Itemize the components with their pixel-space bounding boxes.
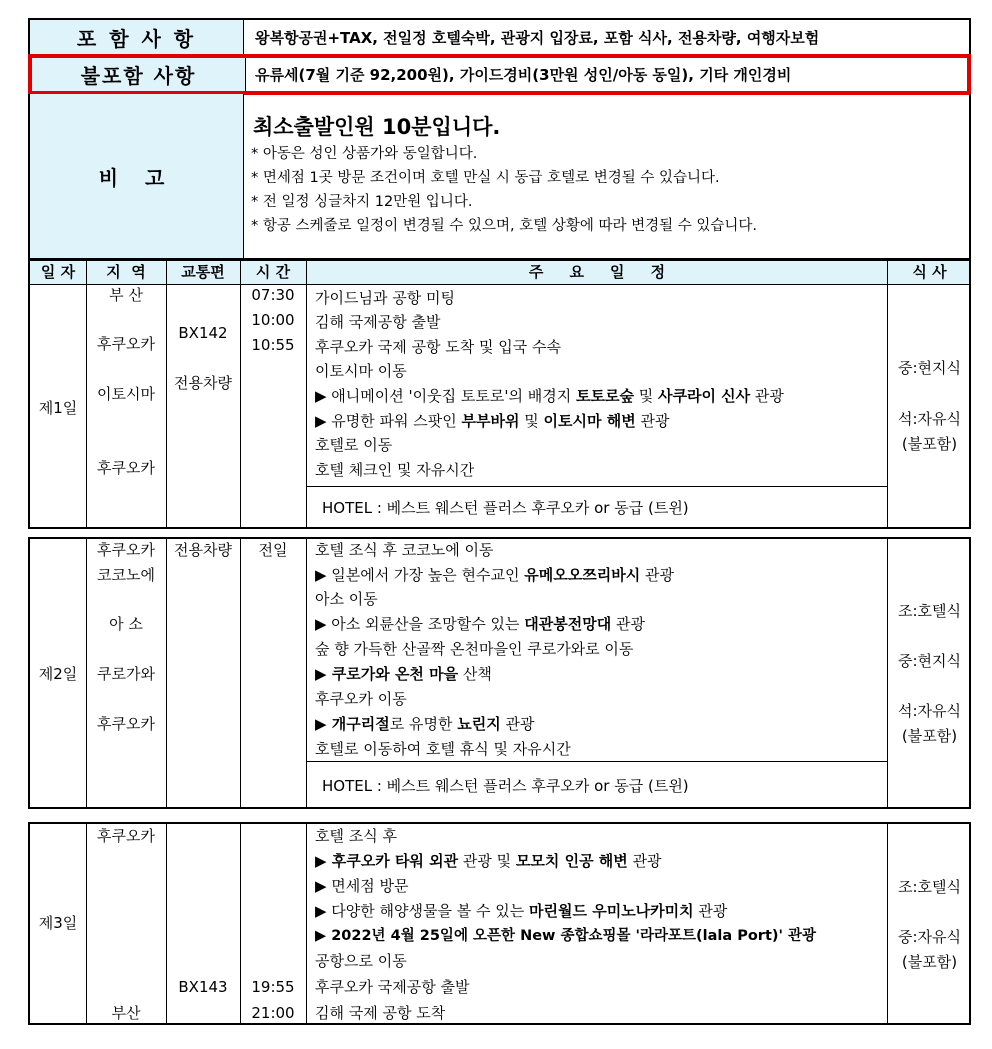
day2-block	[28, 537, 971, 809]
schedule-line: ▶ 개구리절로 유명한 뇨린지 관광	[315, 715, 535, 733]
region: 코코노에	[97, 566, 155, 584]
transport: 전용차량	[174, 541, 232, 559]
remarks-note: * 면세점 1곳 방문 조건이며 호텔 만실 시 동급 호텔로 변경될 수 있습니다.	[251, 170, 720, 186]
schedule-line: 공항으로 이동	[315, 952, 407, 970]
time: 21:00	[251, 1004, 295, 1022]
header-transport: 교통편	[181, 263, 225, 281]
meal: 조:호텔식	[897, 878, 961, 896]
meal: 중:현지식	[897, 652, 961, 670]
schedule-line: 호텔 조식 후	[315, 827, 397, 845]
meal: 중:자유식	[897, 928, 961, 946]
excluded-label: 불포함 사항	[32, 58, 246, 91]
region: 후쿠오카	[97, 827, 155, 845]
schedule-line: 후쿠오카 국제공항 출발	[315, 978, 470, 996]
transport: 전용차량	[174, 374, 232, 392]
info-section	[28, 18, 971, 259]
remarks-note: * 전 일정 싱글차지 12만원 입니다.	[251, 194, 473, 210]
schedule-line: 아소 이동	[315, 590, 378, 608]
schedule-line: 호텔로 이동하여 호텔 휴식 및 자유시간	[315, 740, 571, 758]
header-day: 일 자	[40, 263, 76, 281]
header-meal: 식 사	[912, 263, 947, 281]
header-time: 시 간	[255, 263, 291, 281]
region: 부 산	[109, 286, 143, 304]
day3-block	[28, 822, 971, 1025]
meal: 석:자유식	[897, 410, 961, 428]
schedule-line: 호텔 체크인 및 자유시간	[315, 461, 475, 479]
schedule-line: 후쿠오카 국제 공항 도착 및 입국 수속	[315, 338, 561, 356]
meal: (불포함)	[901, 435, 958, 453]
schedule-line: ▶ 2022년 4월 25일에 오픈한 New 종합쇼핑몰 '라라포트(lala Port)' 관광	[315, 928, 817, 944]
schedule-line: ▶ 아소 외륜산을 조망할수 있는 대관봉전망대 관광	[315, 615, 645, 633]
excluded-row	[28, 54, 971, 95]
remarks-title: 최소출발인원 10분입니다.	[253, 115, 501, 139]
schedule-line: 김해 국제 공항 도착	[315, 1004, 446, 1022]
schedule-line: ▶ 면세점 방문	[315, 877, 409, 895]
region: 후쿠오카	[97, 459, 155, 477]
hotel-info: HOTEL : 베스트 웨스턴 플러스 후쿠오카 or 동급 (트윈)	[322, 777, 689, 795]
meal: (불포함)	[901, 727, 958, 745]
time: 전일	[258, 541, 288, 559]
excluded-value: 유류세(7월 기준 92,200원), 가이드경비(3만원 성인/아동 동일), 기타 개인경비	[255, 66, 792, 84]
included-label: 포 함 사 항	[30, 20, 244, 54]
hotel-info: HOTEL : 베스트 웨스턴 플러스 후쿠오카 or 동급 (트윈)	[322, 499, 689, 517]
flight-number: BX143	[178, 978, 228, 996]
schedule-line: 김해 국제공항 출발	[315, 313, 441, 331]
meal: 석:자유식	[897, 702, 961, 720]
schedule-line: 가이드님과 공항 미팅	[315, 289, 455, 307]
region: 부산	[111, 1004, 141, 1022]
schedule-line: 숲 향 가득한 산골짝 온천마을인 쿠로가와로 이동	[315, 640, 634, 658]
flight-number: BX142	[178, 324, 228, 342]
time: 07:30	[251, 286, 295, 304]
schedule-line: ▶ 다양한 해양생물을 볼 수 있는 마린월드 우미노나카미치 관광	[315, 902, 728, 920]
schedule-line: ▶ 유명한 파워 스팟인 부부바위 및 이토시마 해변 관광	[315, 412, 670, 430]
region: 아 소	[109, 615, 143, 633]
region: 후쿠오카	[97, 335, 155, 353]
schedule-line: ▶ 후쿠오카 타워 외관 관광 및 모모치 인공 해변 관광	[315, 852, 662, 870]
region: 후쿠오카	[97, 715, 155, 733]
schedule-line: ▶ 쿠로가와 온천 마을 산책	[315, 665, 492, 683]
schedule-line: 이토시마 이동	[315, 362, 407, 380]
schedule-line: ▶ 애니메이션 '이웃집 토토로'의 배경지 토토로숲 및 사쿠라이 신사 관광	[315, 387, 784, 405]
day-label: 제2일	[38, 665, 78, 683]
schedule-line: ▶ 일본에서 가장 높은 현수교인 유메오오쯔리바시 관광	[315, 566, 674, 584]
remarks-note: * 항공 스케줄로 일정이 변경될 수 있으며, 호텔 상황에 따라 변경될 수 있습니다.	[251, 218, 757, 234]
region: 쿠로가와	[97, 665, 155, 683]
meal: 조:호텔식	[897, 602, 961, 620]
region: 이토시마	[97, 385, 155, 403]
remarks-row	[28, 94, 971, 260]
remarks-note: * 아동은 성인 상품가와 동일합니다.	[251, 146, 478, 162]
included-value: 왕복항공권+TAX, 전일정 호텔숙박, 관광지 입장료, 포함 식사, 전용차량, 여행자보험	[255, 28, 820, 47]
schedule-line: 호텔로 이동	[315, 436, 393, 454]
time: 19:55	[251, 978, 295, 996]
schedule-line: 후쿠오카 이동	[315, 690, 407, 708]
time: 10:55	[251, 336, 295, 354]
day-label: 제3일	[38, 914, 78, 932]
region: 후쿠오카	[97, 541, 155, 559]
remarks-label: 비 고	[30, 94, 244, 258]
day-label: 제1일	[38, 399, 78, 417]
schedule-line: 호텔 조식 후 코코노에 이동	[315, 541, 494, 559]
time: 10:00	[251, 311, 295, 329]
header-schedule: 주 요 일 정	[528, 263, 666, 281]
day1-block	[28, 259, 971, 529]
header-region: 지 역	[106, 263, 146, 281]
included-row	[28, 18, 971, 55]
meal: (불포함)	[901, 953, 958, 971]
table-header	[30, 261, 969, 285]
meal: 중:현지식	[897, 359, 961, 377]
